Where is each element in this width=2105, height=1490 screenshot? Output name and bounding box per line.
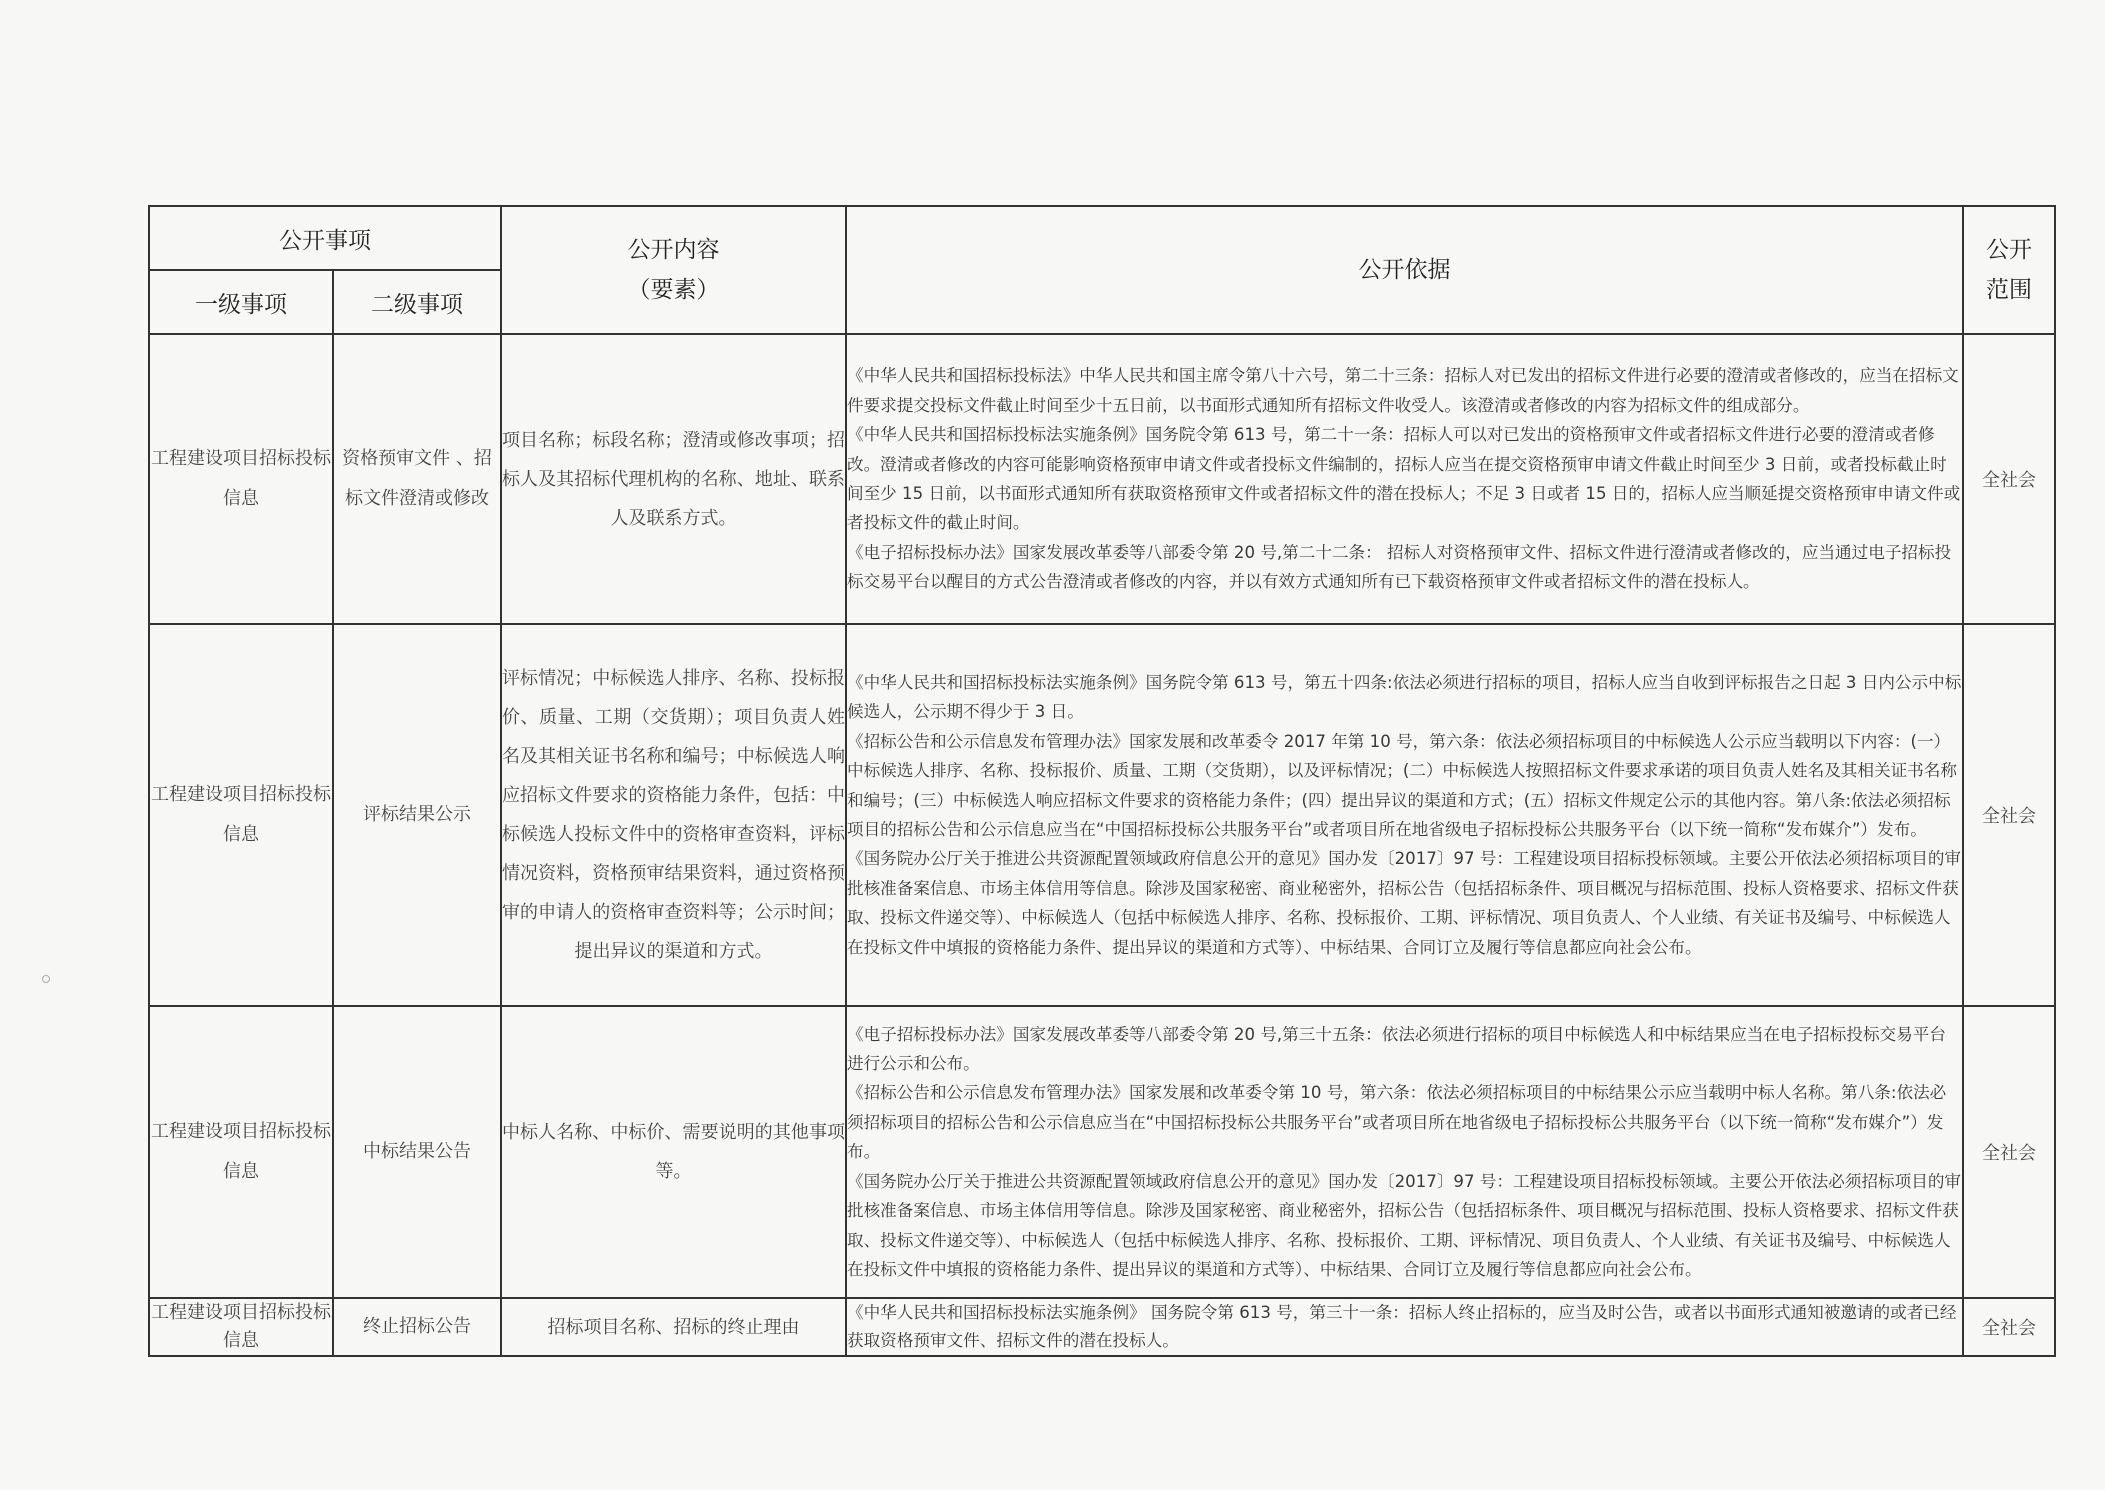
header-level1: 一级事项 <box>149 270 333 334</box>
header-basis: 公开依据 <box>846 206 1963 334</box>
basis-paragraph: 《中华人民共和国招标投标法实施条例》国务院令第 613 号，第二十一条：招标人可以对已发出的资格预审文件或者招标文件进行必要的澄清或者修改。澄清或者修改的内容可能影响资格预审申请文件或者投标文件编制的，招标人应当在提交资格预审申请文件截止时间至少 3 日前，或者投标截止时间至少 15 日前，以书面形式通知所有获取资格预审文件或者招标文件的潜在投标人；不足 3 日或者 15 日的，招标人应当顺延提交资格预审申请文件或者投标文件的截止时间。 <box>847 425 1961 533</box>
cell-content: 中标人名称、中标价、需要说明的其他事项等。 <box>501 1006 846 1298</box>
basis-paragraph: 《电子招标投标办法》国家发展改革委等八部委令第 20 号,第二十二条： 招标人对资格预审文件、招标文件进行澄清或者修改的，应当通过电子招标投标交易平台以醒目的方式公告澄清或者修改的内容，并以有效方式通知所有已下载资格预审文件或者招标文件的潜在投标人。 <box>847 542 1952 592</box>
cell-level2: 中标结果公告 <box>333 1006 501 1298</box>
basis-paragraph: 《招标公告和公示信息发布管理办法》国家发展和改革委令 2017 年第 10 号，第六条：依法必须招标项目的中标候选人公示应当载明以下内容：(一）中标候选人排序、名称、投标报价、质量、工期（交货期），以及评标情况；(二）中标候选人按照招标文件要求承诺的项目负责人姓名及其相关证书名称和编号；(三）中标候选人响应招标文件要求的资格能力条件；(四）提出异议的渠道和方式；(五）招标文件规定公示的其他内容。第八条:依法必须招标项目的招标公告和公示信息应当在“中国招标投标公共服务平台”或者项目所在地省级电子招标投标公共服务平台（以下统一简称“发布媒介”）发布。 <box>847 731 1957 839</box>
basis-paragraph: 《中华人民共和国招标投标法实施条例》国务院令第 613 号，第五十四条:依法必须进行招标的项目，招标人应当自收到评标报告之日起 3 日内公示中标候选人，公示期不得少于 3 日。 <box>847 672 1962 722</box>
cell-level1: 工程建设项目招标投标信息 <box>149 624 333 1006</box>
basis-paragraph: 《中华人民共和国招标投标法》中华人民共和国主席令第八十六号，第二十三条：招标人对已发出的招标文件进行必要的澄清或者修改的，应当在招标文件要求提交投标文件截止时间至少十五日前，以书面形式通知所有招标文件收受人。该澄清或者修改的内容为招标文件的组成部分。 <box>847 366 1959 415</box>
cell-basis <box>846 1298 1963 1356</box>
cell-level1: 工程建设项目招标投标信息 <box>149 334 333 624</box>
header-scope-line2: 范围 <box>1986 277 2032 303</box>
cell-scope: 全社会 <box>1963 1006 2055 1298</box>
cell-content: 评标情况；中标候选人排序、名称、投标报价、质量、工期（交货期）；项目负责人姓名及其相关证书名称和编号；中标候选人响应招标文件要求的资格能力条件，包括：中标候选人投标文件中的资格审查资料，评标情况资料，资格预审结果资料，通过资格预审的申请人的资格审查资料等；公示时间；提出异议的渠道和方式。 <box>501 624 846 1006</box>
header-content-subtitle: （要素） <box>627 277 720 303</box>
table-row <box>149 334 2055 624</box>
table-row <box>149 1006 2055 1298</box>
header-content <box>501 206 846 334</box>
basis-paragraph: 《国务院办公厅关于推进公共资源配置领域政府信息公开的意见》国办发〔2017〕97 号：工程建设项目招标投标领域。主要公开依法必须招标项目的审批核准备案信息、市场主体信用等信息。除涉及国家秘密、商业秘密外，招标公告（包括招标条件、项目概况与招标范围、投标人资格要求、招标文件获取、投标文件递交等）、中标候选人（包括中标候选人排序、名称、投标报价、工期、评标情况、项目负责人、个人业绩、有关证书及编号、中标候选人在投标文件中填报的资格能力条件、提出异议的渠道和方式等）、中标结果、合同订立及履行等信息都应向社会公布。 <box>847 1171 1962 1279</box>
basis-paragraph: 《国务院办公厅关于推进公共资源配置领域政府信息公开的意见》国办发〔2017〕97 号：工程建设项目招标投标领域。主要公开依法必须招标项目的审批核准备案信息、市场主体信用等信息。除涉及国家秘密、商业秘密外，招标公告（包括招标条件、项目概况与招标范围、投标人资格要求、招标文件获取、投标文件递交等）、中标候选人（包括中标候选人排序、名称、投标报价、工期、评标情况、项目负责人、个人业绩、有关证书及编号、中标候选人在投标文件中填报的资格能力条件、提出异议的渠道和方式等）、中标结果、合同订立及履行等信息都应向社会公布。 <box>847 849 1962 957</box>
table-row <box>149 1298 2055 1356</box>
cell-basis <box>846 624 1963 1006</box>
cell-level1: 工程建设项目招标投标信息 <box>149 1006 333 1298</box>
scan-speck <box>42 975 50 983</box>
basis-paragraph: 《中华人民共和国招标投标法实施条例》 国务院令第 613 号，第三十一条：招标人终止招标的，应当及时公告，或者以书面形式通知被邀请的或者已经获取资格预审文件、招标文件的潜在投标人。 <box>847 1303 1957 1350</box>
basis-paragraph: 《招标公告和公示信息发布管理办法》国家发展和改革委令第 10 号，第六条：依法必须招标项目的中标结果公示应当载明中标人名称。第八条:依法必须招标项目的招标公告和公示信息应当在“中国招标投标公共服务平台”或者项目所在地省级电子招标投标公共服务平台（以下统一简称“发布媒介”）发布。 <box>847 1083 1947 1162</box>
table-row <box>149 624 2055 1006</box>
cell-content: 项目名称；标段名称；澄清或修改事项；招标人及其招标代理机构的名称、地址、联系人及联系方式。 <box>501 334 846 624</box>
cell-content: 招标项目名称、招标的终止理由 <box>501 1298 846 1356</box>
cell-basis <box>846 1006 1963 1298</box>
header-scope-line1: 公开 <box>1986 237 2032 263</box>
cell-level2: 评标结果公示 <box>333 624 501 1006</box>
header-level2: 二级事项 <box>333 270 501 334</box>
disclosure-table <box>148 205 2056 1357</box>
header-scope <box>1963 206 2055 334</box>
basis-paragraph: 《电子招标投标办法》国家发展改革委等八部委令第 20 号,第三十五条：依法必须进行招标的项目中标候选人和中标结果应当在电子招标投标交易平台进行公示和公布。 <box>847 1024 1946 1074</box>
cell-level2: 终止招标公告 <box>333 1298 501 1356</box>
header-public-items: 公开事项 <box>149 206 501 270</box>
cell-basis <box>846 334 1963 624</box>
cell-level2: 资格预审文件 、招标文件澄清或修改 <box>333 334 501 624</box>
header-content-title: 公开内容 <box>627 237 720 263</box>
cell-level1: 工程建设项目招标投标信息 <box>149 1298 333 1356</box>
cell-scope: 全社会 <box>1963 624 2055 1006</box>
cell-scope: 全社会 <box>1963 334 2055 624</box>
cell-scope: 全社会 <box>1963 1298 2055 1356</box>
